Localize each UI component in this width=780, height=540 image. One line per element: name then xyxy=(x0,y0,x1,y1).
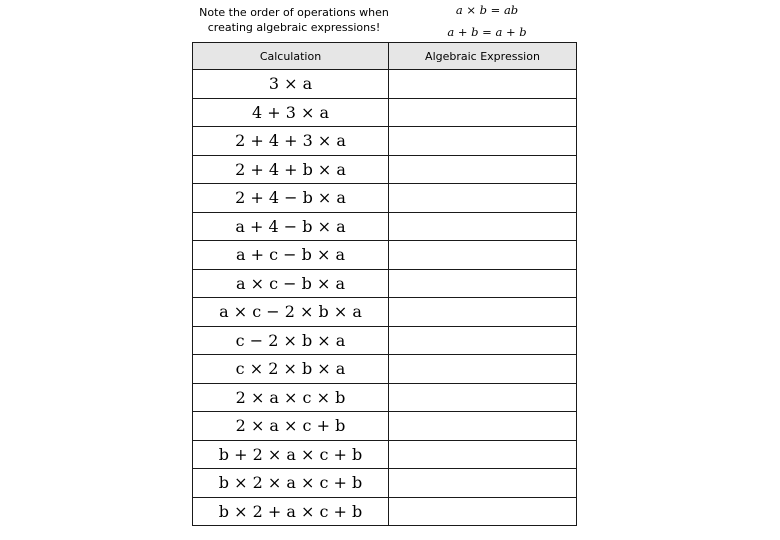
calculation-cell: a × c − b × a xyxy=(193,269,389,298)
table-row xyxy=(193,127,577,156)
table-row xyxy=(193,241,577,270)
calculation-cell: b + 2 × a × c + b xyxy=(193,440,389,469)
expression-answer-cell[interactable] xyxy=(389,269,577,298)
table-row xyxy=(193,355,577,384)
expression-answer-cell[interactable] xyxy=(389,241,577,270)
calculation-cell: 2 + 4 + b × a xyxy=(193,155,389,184)
expression-answer-cell[interactable] xyxy=(389,497,577,526)
table-row xyxy=(193,440,577,469)
calculation-cell: 2 × a × c × b xyxy=(193,383,389,412)
table-row xyxy=(193,469,577,498)
calculation-cell: c − 2 × b × a xyxy=(193,326,389,355)
header-algebraic-expression: Algebraic Expression xyxy=(389,43,577,70)
expression-answer-cell[interactable] xyxy=(389,212,577,241)
table-row xyxy=(193,326,577,355)
expression-answer-cell[interactable] xyxy=(389,412,577,441)
table-row xyxy=(193,184,577,213)
table-row xyxy=(193,212,577,241)
table-row xyxy=(193,412,577,441)
header-calculation: Calculation xyxy=(193,43,389,70)
header-row xyxy=(193,43,577,70)
table-row xyxy=(193,383,577,412)
table-row xyxy=(193,497,577,526)
calculation-cell: 2 + 4 − b × a xyxy=(193,184,389,213)
calculation-cell: c × 2 × b × a xyxy=(193,355,389,384)
expression-answer-cell[interactable] xyxy=(389,155,577,184)
expression-answer-cell[interactable] xyxy=(389,440,577,469)
expression-answer-cell[interactable] xyxy=(389,298,577,327)
calculation-cell: a + 4 − b × a xyxy=(193,212,389,241)
calculation-cell: a + c − b × a xyxy=(193,241,389,270)
calculation-cell: 4 + 3 × a xyxy=(193,98,389,127)
calculation-cell: b × 2 + a × c + b xyxy=(193,497,389,526)
rule-multiplication: a × b = ab xyxy=(455,3,519,17)
expression-answer-cell[interactable] xyxy=(389,184,577,213)
calculation-cell: b × 2 × a × c + b xyxy=(193,469,389,498)
rule-addition: a + b = a + b xyxy=(447,25,527,39)
calculation-cell: 3 × a xyxy=(193,70,389,99)
calculation-cell: a × c − 2 × b × a xyxy=(193,298,389,327)
instruction-line-2: creating algebraic expressions! xyxy=(207,21,381,34)
instruction-note xyxy=(196,5,392,35)
worksheet-table xyxy=(192,42,577,526)
instruction-line-1: Note the order of operations when xyxy=(199,6,389,19)
expression-answer-cell[interactable] xyxy=(389,98,577,127)
expression-answer-cell[interactable] xyxy=(389,326,577,355)
table-row xyxy=(193,269,577,298)
expression-answer-cell[interactable] xyxy=(389,127,577,156)
expression-answer-cell[interactable] xyxy=(389,355,577,384)
calculation-cell: 2 × a × c + b xyxy=(193,412,389,441)
expression-answer-cell[interactable] xyxy=(389,70,577,99)
calculation-cell: 2 + 4 + 3 × a xyxy=(193,127,389,156)
expression-answer-cell[interactable] xyxy=(389,469,577,498)
table-row xyxy=(193,298,577,327)
table-row xyxy=(193,155,577,184)
table-row xyxy=(193,70,577,99)
expression-answer-cell[interactable] xyxy=(389,383,577,412)
table-row xyxy=(193,98,577,127)
